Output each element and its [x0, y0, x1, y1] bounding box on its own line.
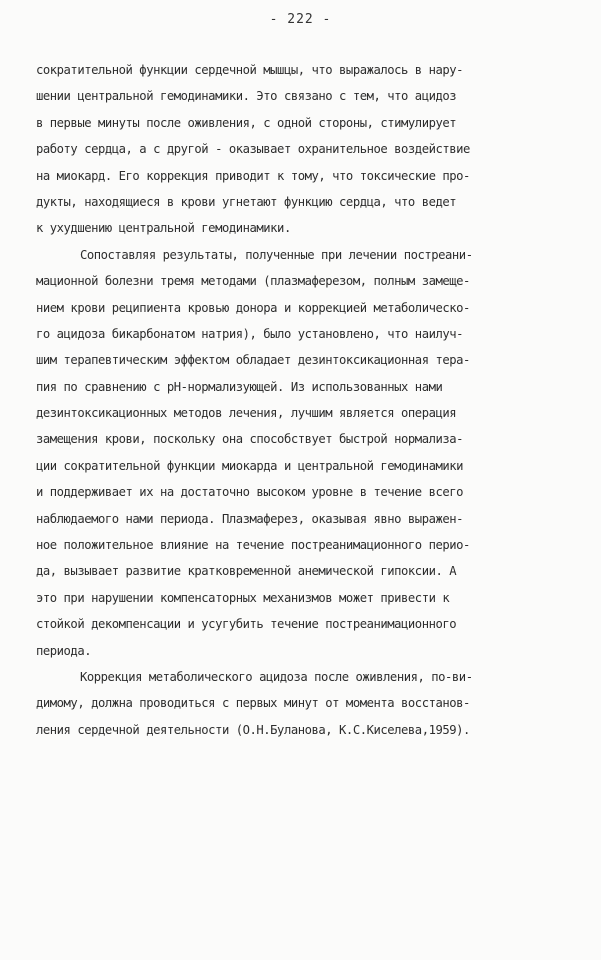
text-line: сократительной функции сердечной мышцы, что выражалось в нару- — [36, 63, 464, 77]
text-line: димому, должна проводиться с первых минут от момента восстанов- — [36, 696, 470, 711]
text-line: к ухудшению центральной гемодинамики. — [36, 221, 291, 236]
text-line: на миокард. Его коррекция приводит к тому, что токсические про- — [36, 168, 470, 183]
text-line: дезинтоксикационных методов лечения, лучшим является операция — [36, 406, 457, 421]
text-line: наблюдаемого нами периода. Плазмаферез, оказывая явно выражен- — [36, 511, 464, 526]
text-line: го ацидоза бикарбонатом натрия), было установлено, что наилуч- — [36, 326, 464, 341]
text-line: да, вызывает развитие кратковременной анемической гипоксии. А — [36, 564, 457, 579]
text-line: стойкой декомпенсации и усугубить течение постреанимационного — [36, 617, 457, 632]
text-line: шим терапевтическим эффектом обладает дезинтоксикационная тера- — [36, 353, 470, 368]
text-line: ления сердечной деятельности (О.Н.Буланова, К.С.Киселева,1959). — [36, 722, 470, 737]
text-line: и поддерживает их на достаточно высоком уровне в течение всего — [36, 485, 464, 500]
text-line: ное положительное влияние на течение постреанимационного перио- — [36, 538, 470, 553]
text-line: это при нарушении компенсаторных механизмов может привести к — [36, 590, 450, 605]
page-number: - 222 - — [269, 12, 332, 27]
text-line: шении центральной гемодинамики. Это связано с тем, что ацидоз — [36, 89, 457, 104]
text-line: нием крови реципиента кровью донора и коррекцией метаболическо- — [36, 300, 470, 315]
body-text — [36, 57, 570, 743]
text-line: дукты, находящиеся в крови угнетают функцию сердца, что ведет — [36, 194, 457, 209]
text-line: пия по сравнению с рН-нормализующей. Из использованных нами — [36, 379, 443, 394]
paragraph-first-line: Сопоставляя результаты, полученные при лечении постреани- — [80, 247, 473, 262]
text-line: периода. — [36, 643, 92, 658]
text-line: мационной болезни тремя методами (плазмаферезом, полным замеще- — [36, 274, 470, 289]
text-line: ции сократительной функции миокарда и центральной гемодинамики — [36, 458, 464, 473]
paragraph-first-line: Коррекция метаболического ацидоза после оживления, по-ви- — [80, 669, 473, 684]
text-line: замещения крови, поскольку она способствует быстрой нормализа- — [36, 432, 464, 447]
text-line: работу сердца, а с другой - оказывает охранительное воздействие — [36, 142, 470, 157]
text-line: в первые минуты после оживления, с одной стороны, стимулирует — [36, 115, 457, 130]
